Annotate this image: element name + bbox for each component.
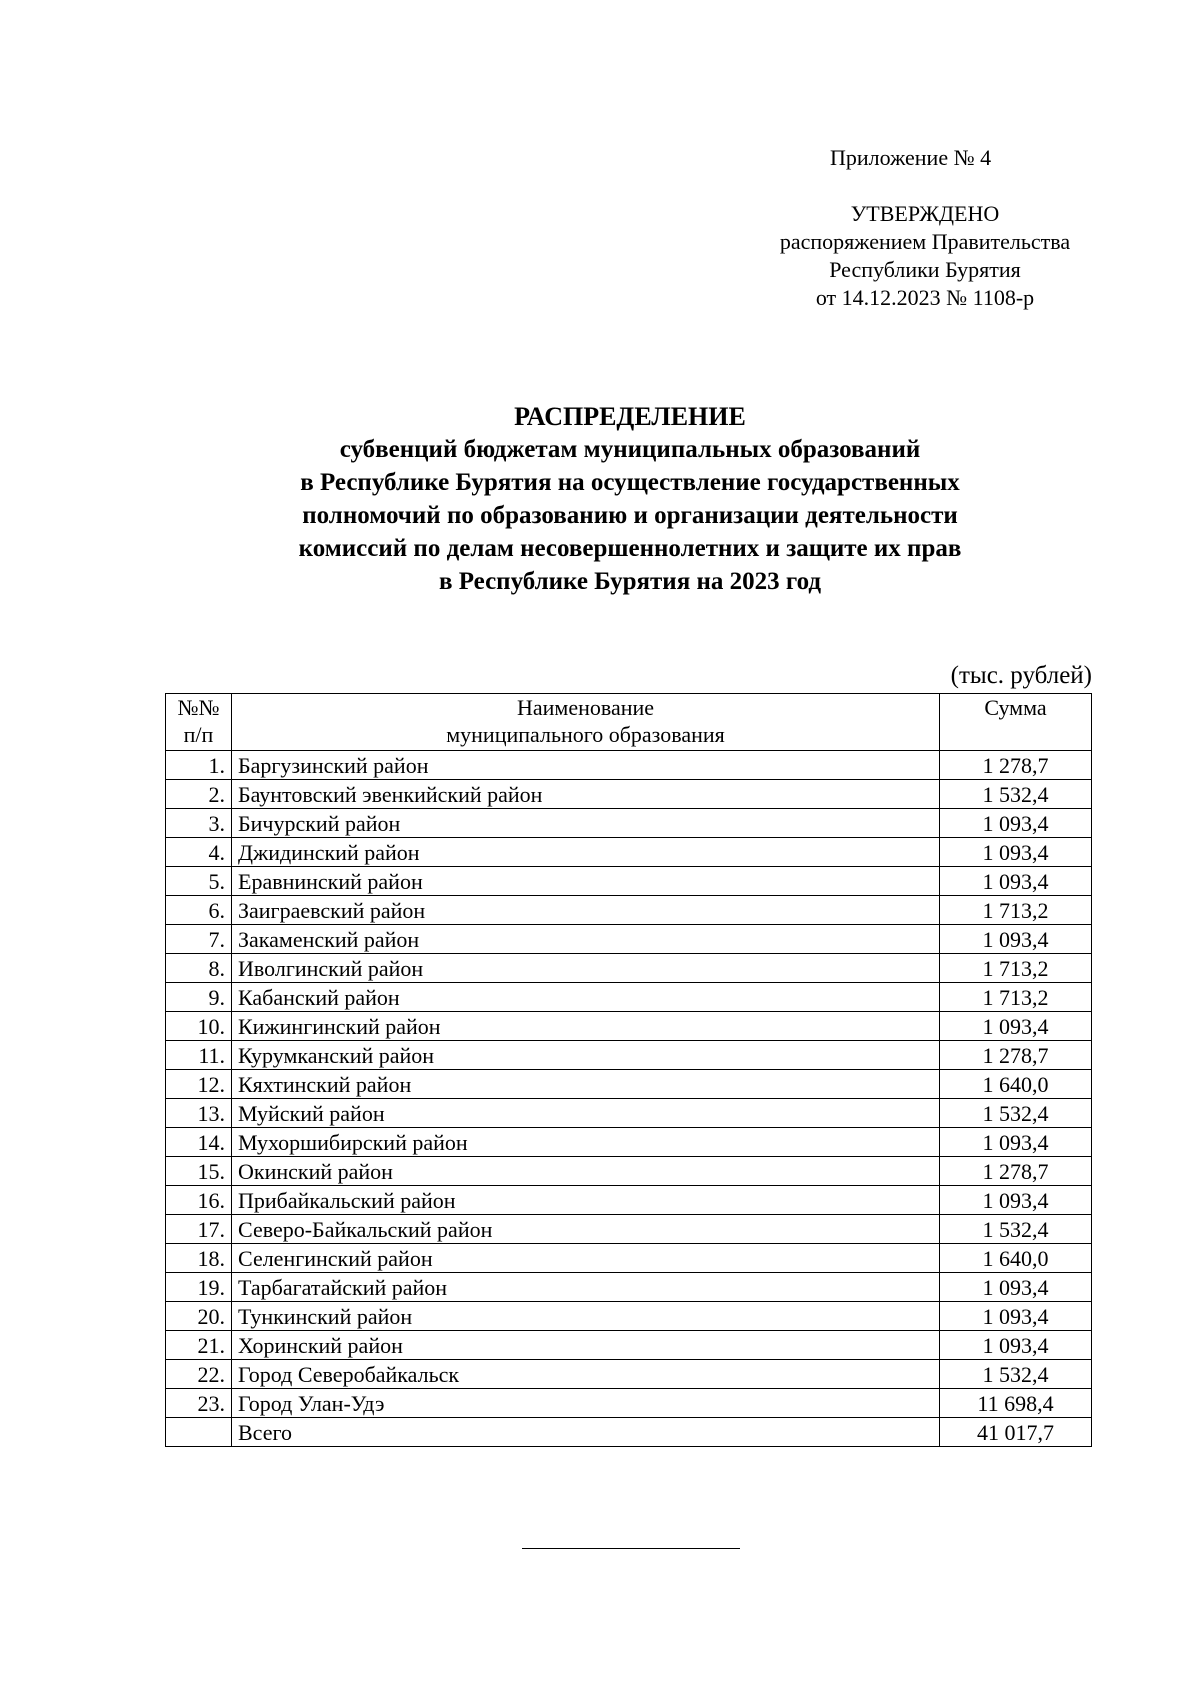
table-row: [166, 1012, 1092, 1041]
row-number: [166, 1418, 232, 1447]
annex-label: Приложение № 4: [830, 145, 992, 170]
table-body: [166, 751, 1092, 1447]
row-name: Мухоршибирский район: [232, 1128, 940, 1157]
table-row: [166, 838, 1092, 867]
row-number: 3.: [166, 809, 232, 838]
table-row: [166, 1331, 1092, 1360]
document-title: [150, 400, 1110, 598]
title-line-3: в Республике Бурятия на осуществление государственных: [300, 469, 960, 496]
row-name: Кяхтинский район: [232, 1070, 940, 1099]
row-sum: 1 093,4: [940, 809, 1092, 838]
approved-by-line: распоряжением Правительства: [779, 229, 1071, 254]
header-name-line-1: Наименование: [516, 695, 655, 720]
row-number: 11.: [166, 1041, 232, 1070]
row-sum: 1 532,4: [940, 780, 1092, 809]
table-row: [166, 954, 1092, 983]
row-name: Баунтовский эвенкийский район: [232, 780, 940, 809]
row-sum: 1 278,7: [940, 1041, 1092, 1070]
row-number: 19.: [166, 1273, 232, 1302]
table-row: [166, 1273, 1092, 1302]
approved-date-line: от 14.12.2023 № 1108-р: [815, 285, 1035, 310]
row-name: Всего: [232, 1418, 940, 1447]
row-name: Бичурский район: [232, 809, 940, 838]
header-name-line-2: муниципального образования: [446, 722, 725, 747]
row-number: 22.: [166, 1360, 232, 1389]
row-name: Иволгинский район: [232, 954, 940, 983]
table-row: [166, 809, 1092, 838]
title-line-1: РАСПРЕДЕЛЕНИЕ: [514, 402, 746, 431]
row-number: 14.: [166, 1128, 232, 1157]
row-number: 13.: [166, 1099, 232, 1128]
row-number: 1.: [166, 751, 232, 780]
row-number: 21.: [166, 1331, 232, 1360]
row-number: 4.: [166, 838, 232, 867]
row-name: Еравнинский район: [232, 867, 940, 896]
row-number: 10.: [166, 1012, 232, 1041]
title-line-5: комиссий по делам несовершеннолетних и защите их прав: [298, 535, 962, 562]
row-sum: 41 017,7: [940, 1418, 1092, 1447]
row-number: 17.: [166, 1215, 232, 1244]
row-sum: 1 093,4: [940, 1273, 1092, 1302]
header-sum: Сумма: [940, 694, 1092, 751]
table-row: [166, 1186, 1092, 1215]
title-line-2: субвенций бюджетам муниципальных образований: [339, 436, 921, 463]
header-number-line-1: №№: [177, 695, 220, 720]
row-name: Тункинский район: [232, 1302, 940, 1331]
row-number: 20.: [166, 1302, 232, 1331]
row-name: Окинский район: [232, 1157, 940, 1186]
row-number: 23.: [166, 1389, 232, 1418]
approved-authority-line: Республики Бурятия: [829, 257, 1021, 282]
row-name: Прибайкальский район: [232, 1186, 940, 1215]
units-note: (тыс. рублей): [950, 662, 1092, 689]
table-row: [166, 1041, 1092, 1070]
row-number: 16.: [166, 1186, 232, 1215]
row-number: 9.: [166, 983, 232, 1012]
row-name: Кабанский район: [232, 983, 940, 1012]
row-sum: 1 713,2: [940, 983, 1092, 1012]
row-number: 12.: [166, 1070, 232, 1099]
total-row: [166, 1418, 1092, 1447]
table-row: [166, 1215, 1092, 1244]
table-header-row: [166, 694, 1092, 751]
row-sum: 1 093,4: [940, 925, 1092, 954]
row-sum: 1 093,4: [940, 1302, 1092, 1331]
approval-stamp: [740, 200, 1110, 312]
table-row: [166, 1389, 1092, 1418]
table-row: [166, 1157, 1092, 1186]
table-row: [166, 1244, 1092, 1273]
row-sum: 1 093,4: [940, 1186, 1092, 1215]
row-name: Джидинский район: [232, 838, 940, 867]
header-name: [232, 694, 940, 751]
row-sum: 1 532,4: [940, 1099, 1092, 1128]
row-name: Курумканский район: [232, 1041, 940, 1070]
row-number: 5.: [166, 867, 232, 896]
row-sum: 1 093,4: [940, 1128, 1092, 1157]
row-sum: 1 278,7: [940, 751, 1092, 780]
row-sum: 1 093,4: [940, 838, 1092, 867]
row-name: Город Северобайкальск: [232, 1360, 940, 1389]
row-sum: 11 698,4: [940, 1389, 1092, 1418]
title-line-4: полномочий по образованию и организации деятельности: [302, 502, 958, 529]
row-name: Город Улан-Удэ: [232, 1389, 940, 1418]
table-row: [166, 1302, 1092, 1331]
row-name: Муйский район: [232, 1099, 940, 1128]
row-sum: 1 532,4: [940, 1215, 1092, 1244]
table-row: [166, 1099, 1092, 1128]
table-row: [166, 751, 1092, 780]
row-number: 8.: [166, 954, 232, 983]
row-name: Заиграевский район: [232, 896, 940, 925]
row-name: Баргузинский район: [232, 751, 940, 780]
row-name: Северо-Байкальский район: [232, 1215, 940, 1244]
row-number: 15.: [166, 1157, 232, 1186]
row-sum: 1 278,7: [940, 1157, 1092, 1186]
table-row: [166, 1128, 1092, 1157]
row-name: Хоринский район: [232, 1331, 940, 1360]
row-number: 7.: [166, 925, 232, 954]
table-row: [166, 780, 1092, 809]
row-name: Закаменский район: [232, 925, 940, 954]
row-number: 6.: [166, 896, 232, 925]
row-sum: 1 093,4: [940, 1012, 1092, 1041]
header-number: [166, 694, 232, 751]
row-sum: 1 532,4: [940, 1360, 1092, 1389]
approved-word: УТВЕРЖДЕНО: [850, 201, 1000, 226]
distribution-table: [165, 693, 1092, 1447]
table-row: [166, 925, 1092, 954]
table-row: [166, 1360, 1092, 1389]
row-sum: 1 093,4: [940, 1331, 1092, 1360]
row-name: Кижингинский район: [232, 1012, 940, 1041]
title-line-6: в Республике Бурятия на 2023 год: [438, 568, 822, 595]
table-row: [166, 1070, 1092, 1099]
row-name: Тарбагатайский район: [232, 1273, 940, 1302]
row-number: 2.: [166, 780, 232, 809]
row-sum: 1 093,4: [940, 867, 1092, 896]
row-sum: 1 640,0: [940, 1070, 1092, 1099]
table-row: [166, 983, 1092, 1012]
table-row: [166, 867, 1092, 896]
row-name: Селенгинский район: [232, 1244, 940, 1273]
row-number: 18.: [166, 1244, 232, 1273]
header-number-line-2: п/п: [183, 722, 214, 747]
table-row: [166, 896, 1092, 925]
closing-rule: [522, 1548, 740, 1549]
row-sum: 1 713,2: [940, 896, 1092, 925]
row-sum: 1 640,0: [940, 1244, 1092, 1273]
row-sum: 1 713,2: [940, 954, 1092, 983]
